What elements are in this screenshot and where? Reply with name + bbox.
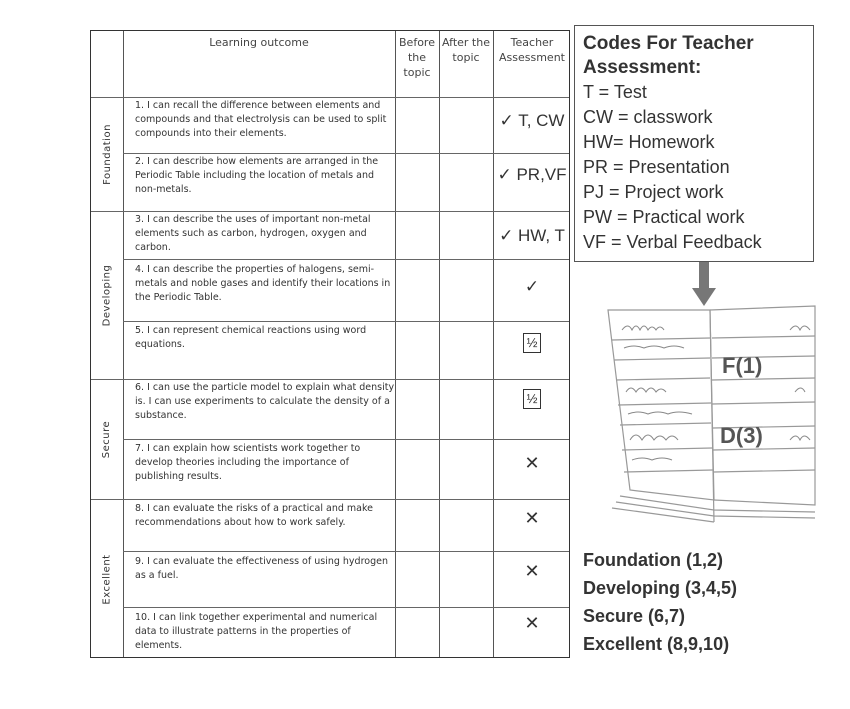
header-before-topic: Before the topic	[399, 36, 435, 79]
band-secure: Secure	[101, 420, 113, 458]
assessment-2: ✓ PR,VF	[497, 165, 567, 184]
header-after-topic: After the topic	[442, 36, 490, 64]
row-divider	[123, 321, 569, 322]
header-learning-outcome: Learning outcome	[209, 36, 309, 49]
code-homework: HW= Homework	[583, 132, 715, 152]
row-divider	[123, 439, 569, 440]
outcome-8: 8. I can evaluate the risks of a practical and make recommendations about how to work safely.	[135, 503, 373, 528]
outcome-6: 6. I can use the particle model to explain what density is. I can use experiments to calculate the density of a substance.	[135, 382, 395, 421]
header-teacher-assessment: Teacher Assessment	[499, 36, 565, 64]
row-divider	[123, 551, 569, 552]
assessment-5: ½	[493, 331, 571, 355]
assessment-1: ✓ T, CW	[499, 111, 565, 130]
assessment-10: ✕	[524, 612, 540, 633]
assessment-6: ½	[493, 387, 571, 411]
band-developing: Developing	[101, 264, 113, 326]
code-project-work: PJ = Project work	[583, 182, 724, 202]
band-foundation: Foundation	[101, 123, 113, 185]
key-secure: Secure (6,7)	[583, 606, 686, 626]
assessment-3: ✓ HW, T	[499, 226, 565, 245]
outcome-4: 4. I can describe the properties of halogens, semi-metals and noble gases and identify their locations in the Periodic Table.	[135, 264, 391, 303]
exercise-book-icon	[590, 300, 820, 525]
outcome-1: 1. I can recall the difference between elements and compounds and that electrolysis can be used to split compounds into their elements.	[135, 100, 387, 139]
codes-title: Codes For Teacher Assessment:	[583, 33, 754, 78]
code-classwork: CW = classwork	[583, 107, 713, 127]
assessment-codes-box	[574, 25, 814, 262]
outcome-2: 2. I can describe how elements are arranged in the Periodic Table including the location of metals and non-metals.	[135, 156, 379, 195]
band-divider	[91, 379, 569, 380]
book-mark-d3: D(3)	[720, 423, 763, 448]
key-foundation: Foundation (1,2)	[583, 550, 723, 570]
outcome-3: 3. I can describe the uses of important non-metal elements such as carbon, hydrogen, oxygen and carbon.	[135, 214, 371, 253]
outcome-column-divider	[395, 31, 396, 657]
band-divider	[91, 499, 569, 500]
outcome-7: 7. I can explain how scientists work together to develop theories including the importance of publishing results.	[135, 443, 361, 482]
code-presentation: PR = Presentation	[583, 157, 730, 177]
before-column-divider	[439, 31, 440, 657]
learning-outcomes-table	[90, 30, 570, 658]
outcome-9: 9. I can evaluate the effectiveness of using hydrogen as a fuel.	[135, 556, 388, 581]
book-mark-f1: F(1)	[722, 353, 763, 378]
row-divider	[123, 153, 569, 154]
assessment-8: ✕	[524, 507, 540, 528]
code-practical-work: PW = Practical work	[583, 207, 745, 227]
band-excellent: Excellent	[101, 553, 113, 605]
band-key	[583, 546, 737, 658]
code-verbal-feedback: VF = Verbal Feedback	[583, 232, 762, 252]
assessment-9: ✕	[524, 560, 540, 581]
band-column-divider	[123, 31, 124, 657]
code-test: T = Test	[583, 82, 647, 102]
key-excellent: Excellent (8,9,10)	[583, 634, 730, 654]
header-divider	[91, 97, 569, 98]
row-divider	[123, 607, 569, 608]
assessment-7: ✕	[524, 452, 540, 473]
outcome-10: 10. I can link together experimental and numerical data to illustrate patterns in the properties of elements.	[135, 612, 378, 651]
outcome-5: 5. I can represent chemical reactions using word equations.	[135, 325, 367, 350]
assessment-4: ✓	[524, 277, 540, 296]
row-divider	[123, 259, 569, 260]
band-divider	[91, 211, 569, 212]
key-developing: Developing (3,4,5)	[583, 578, 738, 598]
